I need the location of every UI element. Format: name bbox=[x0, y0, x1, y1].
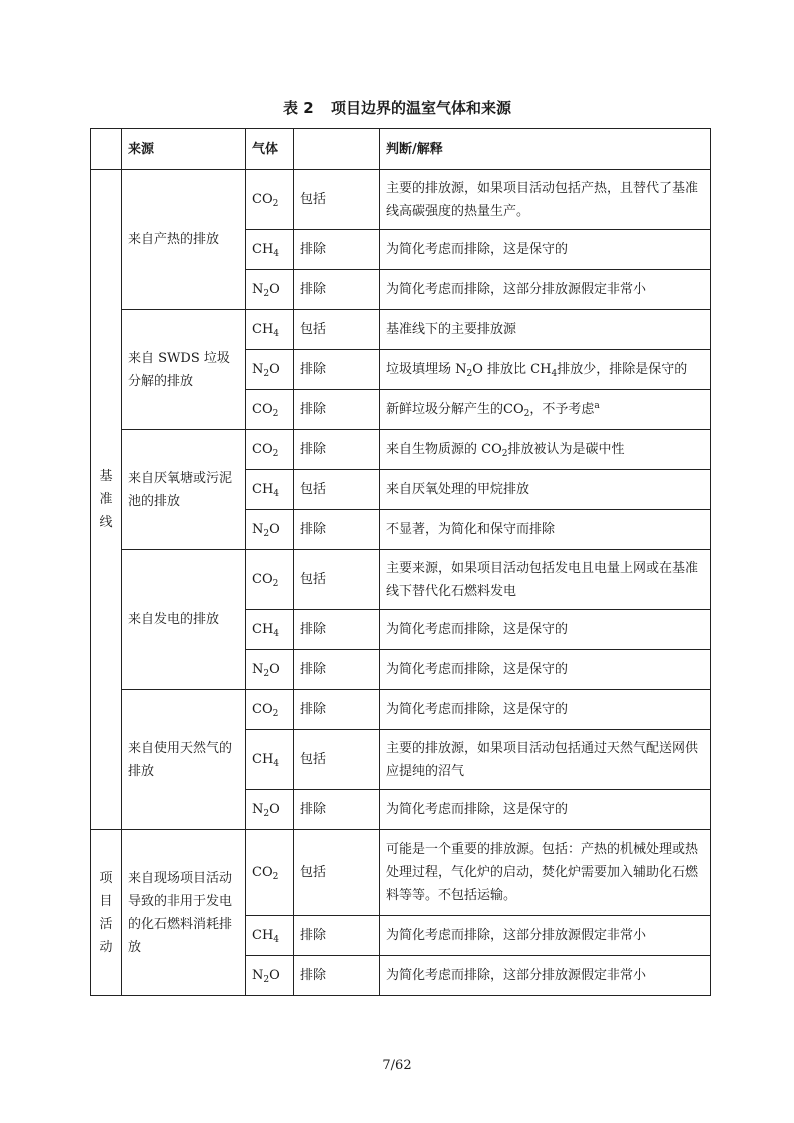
table-row bbox=[91, 310, 711, 350]
note-cell: 来自生物质源的 $CO_2$排放被认为是碳中性 bbox=[380, 430, 711, 470]
source-swds: 来自 SWDS 垃圾分解的排放 bbox=[122, 310, 246, 430]
gas-ch4: $CH_4$ bbox=[246, 730, 294, 790]
note-cell: 主要的排放源，如果项目活动包括通过天然气配送网供应提纯的沼气 bbox=[380, 730, 711, 790]
gas-ch4: $CH_4$ bbox=[246, 610, 294, 650]
status-cell: 包括 bbox=[294, 830, 380, 916]
status-cell: 排除 bbox=[294, 956, 380, 996]
header-row bbox=[91, 129, 711, 170]
source-heat: 来自产热的排放 bbox=[122, 170, 246, 310]
status-cell: 排除 bbox=[294, 650, 380, 690]
table-row bbox=[91, 830, 711, 916]
status-cell: 排除 bbox=[294, 610, 380, 650]
status-cell: 排除 bbox=[294, 390, 380, 430]
status-cell: 包括 bbox=[294, 310, 380, 350]
gas-co2: $CO_2$ bbox=[246, 390, 294, 430]
table-title-text: 项目边界的温室气体和来源 bbox=[330, 99, 511, 117]
note-cell: 为简化考虑而排除，这部分排放源假定非常小 bbox=[380, 956, 711, 996]
source-fossil: 来自现场项目活动导致的非用于发电的化石燃料消耗排放 bbox=[122, 830, 246, 996]
note-cell: 为简化考虑而排除，这是保守的 bbox=[380, 650, 711, 690]
note-cell: 为简化考虑而排除，这是保守的 bbox=[380, 790, 711, 830]
header-judgment: 判断/解释 bbox=[380, 129, 711, 170]
group-baseline: 基 准 线 bbox=[91, 170, 122, 830]
gas-n2o: $N_2O$ bbox=[246, 350, 294, 390]
gas-n2o: $N_2O$ bbox=[246, 270, 294, 310]
note-cell: 垃圾填埋场 $N_2O$ 排放比 $CH_4$排放少，排除是保守的 bbox=[380, 350, 711, 390]
table-row bbox=[91, 550, 711, 610]
ghg-sources-table bbox=[90, 128, 711, 996]
table-number: 表 2 bbox=[283, 99, 314, 117]
table-row bbox=[91, 170, 711, 230]
status-cell: 包括 bbox=[294, 170, 380, 230]
gas-n2o: $N_2O$ bbox=[246, 510, 294, 550]
note-cell: 为简化考虑而排除，这部分排放源假定非常小 bbox=[380, 270, 711, 310]
gas-ch4: $CH_4$ bbox=[246, 310, 294, 350]
header-source: 来源 bbox=[122, 129, 246, 170]
gas-ch4: $CH_4$ bbox=[246, 470, 294, 510]
source-anaerobic: 来自厌氧塘或污泥池的排放 bbox=[122, 430, 246, 550]
header-status bbox=[294, 129, 380, 170]
status-cell: 排除 bbox=[294, 350, 380, 390]
status-cell: 排除 bbox=[294, 916, 380, 956]
gas-ch4: $CH_4$ bbox=[246, 230, 294, 270]
group-project: 项 目 活 动 bbox=[91, 830, 122, 996]
status-cell: 排除 bbox=[294, 790, 380, 830]
note-cell: 为简化考虑而排除，这部分排放源假定非常小 bbox=[380, 916, 711, 956]
gas-n2o: $N_2O$ bbox=[246, 650, 294, 690]
gas-n2o: $N_2O$ bbox=[246, 956, 294, 996]
status-cell: 排除 bbox=[294, 430, 380, 470]
note-cell: 为简化考虑而排除，这是保守的 bbox=[380, 610, 711, 650]
gas-ch4: $CH_4$ bbox=[246, 916, 294, 956]
table-row bbox=[91, 430, 711, 470]
table-title bbox=[0, 97, 794, 118]
header-gas: 气体 bbox=[246, 129, 294, 170]
note-cell: 为简化考虑而排除，这是保守的 bbox=[380, 690, 711, 730]
status-cell: 包括 bbox=[294, 470, 380, 510]
note-cell: 可能是一个重要的排放源。包括：产热的机械处理或热处理过程，气化炉的启动，焚化炉需要加入辅助化石燃料等等。不包括运输。 bbox=[380, 830, 711, 916]
note-cell: 为简化考虑而排除，这是保守的 bbox=[380, 230, 711, 270]
note-cell: 主要的排放源，如果项目活动包括产热，且替代了基准线高碳强度的热量生产。 bbox=[380, 170, 711, 230]
footnote-marker: a bbox=[594, 401, 600, 411]
source-natgas: 来自使用天然气的排放 bbox=[122, 690, 246, 830]
gas-co2: $CO_2$ bbox=[246, 430, 294, 470]
note-cell: 主要来源，如果项目活动包括发电且电量上网或在基准线下替代化石燃料发电 bbox=[380, 550, 711, 610]
status-cell: 排除 bbox=[294, 510, 380, 550]
note-cell: 不显著，为简化和保守而排除 bbox=[380, 510, 711, 550]
status-cell: 包括 bbox=[294, 550, 380, 610]
gas-co2: $CO_2$ bbox=[246, 550, 294, 610]
note-cell: 新鲜垃圾分解产生的$CO_2$，不予考虑$^a$ bbox=[380, 390, 711, 430]
table-row bbox=[91, 690, 711, 730]
status-cell: 排除 bbox=[294, 690, 380, 730]
gas-co2: $CO_2$ bbox=[246, 830, 294, 916]
gas-co2: $CO_2$ bbox=[246, 170, 294, 230]
gas-co2: $CO_2$ bbox=[246, 690, 294, 730]
source-power: 来自发电的排放 bbox=[122, 550, 246, 690]
header-blank bbox=[91, 129, 122, 170]
status-cell: 排除 bbox=[294, 270, 380, 310]
note-cell: 来自厌氧处理的甲烷排放 bbox=[380, 470, 711, 510]
status-cell: 包括 bbox=[294, 730, 380, 790]
note-cell: 基准线下的主要排放源 bbox=[380, 310, 711, 350]
status-cell: 排除 bbox=[294, 230, 380, 270]
gas-n2o: $N_2O$ bbox=[246, 790, 294, 830]
page-number: 7/62 bbox=[382, 1058, 412, 1073]
